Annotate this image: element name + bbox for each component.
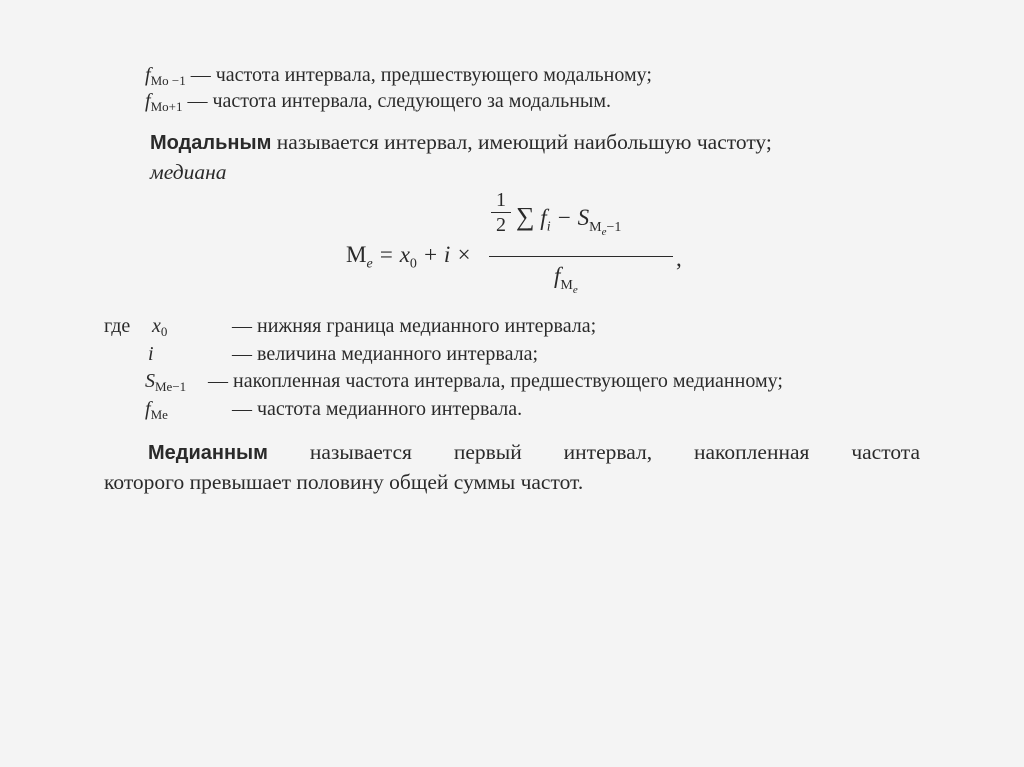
symbol: $f_{Mo+1}$ xyxy=(145,90,183,114)
definition-text: — частота медианного интервала. xyxy=(232,398,523,420)
where-label: где xyxy=(104,315,131,337)
median-definition-paragraph xyxy=(148,440,920,465)
median-formula xyxy=(346,188,686,300)
symbol: $f_{Me}$ xyxy=(145,398,168,422)
fraction-one-half: 1 2 xyxy=(491,190,511,235)
definition-x0 xyxy=(152,315,596,340)
formula-numerator: ∑ $f_i - S_{M_e-1}$ xyxy=(516,202,622,238)
formula-comma: , xyxy=(676,246,682,271)
modal-definition-paragraph xyxy=(150,130,772,155)
paragraph-text: называется первый интервал, накопленная частота xyxy=(267,440,920,464)
symbol: i xyxy=(148,343,154,365)
fraction-bar xyxy=(489,256,673,257)
definition-i xyxy=(148,343,538,368)
definition-text: — величина медианного интервала; xyxy=(232,343,539,365)
symbol: $f_{Mo -1}$ xyxy=(145,64,186,88)
term-modal: Модальным xyxy=(150,132,272,154)
definition-text: — нижняя граница медианного интервала; xyxy=(232,315,597,337)
definition-text: — частота интервала, предшествующего модальному; xyxy=(185,64,652,86)
definition-text: — накопленная частота интервала, предшествующего медианному; xyxy=(208,370,783,392)
paragraph-text: называется интервал, имеющий наибольшую частоту; xyxy=(271,130,772,154)
symbol: $S_{Me-1}$ xyxy=(145,370,187,394)
term-median: Медианным xyxy=(148,442,268,464)
definition-s-me-minus-1 xyxy=(145,370,783,395)
definition-f-mo-minus-1 xyxy=(145,64,652,89)
symbol: $x_0$ xyxy=(152,315,168,339)
definition-text: — частота интервала, следующего за модальным. xyxy=(182,90,612,112)
median-paragraph-line-2: которого превышает половину общей суммы частот. xyxy=(104,470,584,494)
formula-denominator: $f_{M_e}$ xyxy=(554,263,578,296)
median-word: медиана xyxy=(150,160,227,184)
formula-lhs: $M_e = x_0 + i$ × xyxy=(346,242,472,272)
definition-f-mo-plus-1 xyxy=(145,90,611,115)
definition-f-me xyxy=(145,398,522,423)
